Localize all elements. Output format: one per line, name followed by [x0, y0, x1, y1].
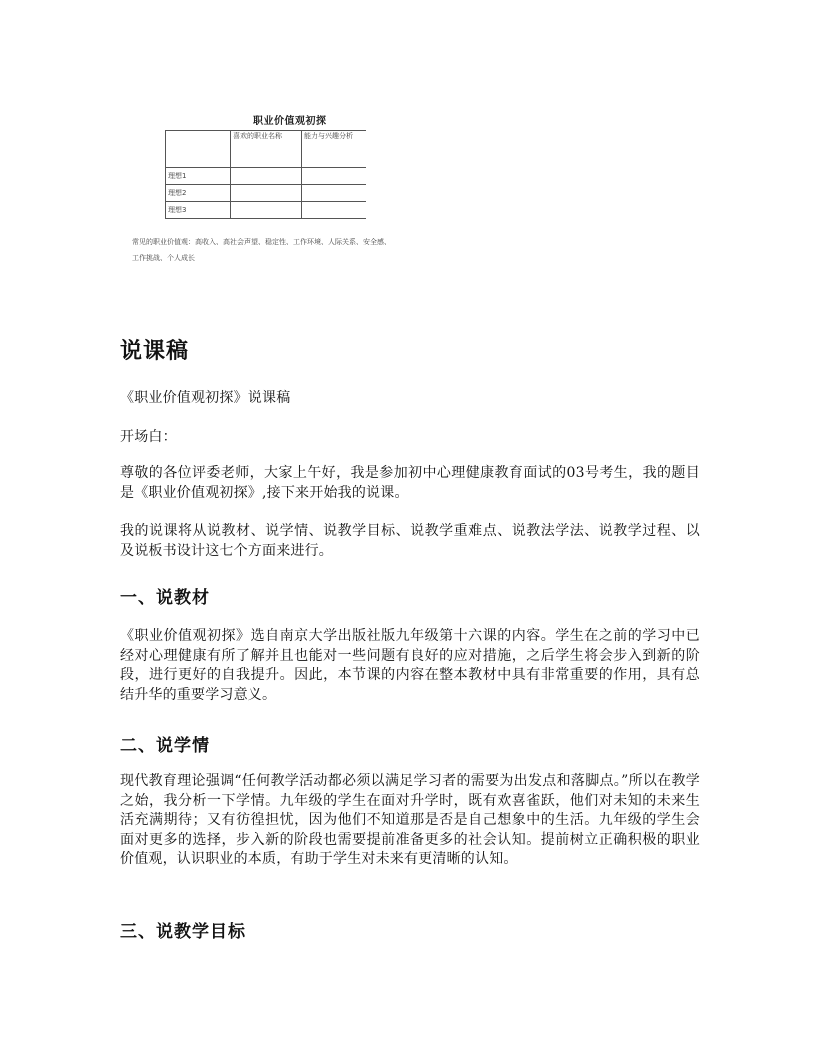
opening-label: 开场白：: [120, 429, 177, 445]
table-cell: 理想2: [166, 185, 231, 202]
table-header-cell: [166, 131, 231, 168]
table-cell: [302, 168, 367, 185]
table-cell: 理想1: [166, 168, 231, 185]
table-row: [166, 202, 367, 219]
table-cell: 理想3: [166, 202, 231, 219]
table-header-cell: 喜欢的职业名称: [231, 131, 302, 168]
document-title: 说课稿: [120, 338, 190, 364]
figure-note-line: 工作挑战、个人成长: [132, 254, 195, 262]
figure-note-line: 常见的职业价值观：高收入、高社会声望、稳定性、工作环境、人际关系、安全感、: [132, 238, 391, 246]
document-subtitle: 《职业价值观初探》说课稿: [120, 390, 291, 406]
section-body: 《职业价值观初探》选自南京大学出版社版九年级第十六课的内容。学生在之前的学习中已经对心理健康有所了解并且也能对一些问题有良好的应对措施，之后学生将会步入到新的阶段，进行更好的自我提升。因此，本节课的内容在整本教材中具有非常重要的作用，具有总结升华的重要学习意义。: [120, 628, 700, 703]
table-cell: [231, 185, 302, 202]
table-cell: [302, 202, 367, 219]
outline-paragraph: 我的说课将从说教材、说学情、说教学目标、说教学重难点、说教法学法、说教学过程、以及说板书设计这七个方面来进行。: [120, 523, 700, 559]
section-heading: 三、说教学目标: [120, 922, 246, 942]
table-cell: [302, 185, 367, 202]
table-cell: [231, 202, 302, 219]
table-row: [166, 185, 367, 202]
table-header-cell: 能力与兴趣分析: [302, 131, 367, 168]
figure-title: 职业价值观初探: [253, 116, 327, 127]
table-row: [166, 168, 367, 185]
section-heading: 二、说学情: [120, 736, 210, 756]
table-cell: [231, 168, 302, 185]
figure-note: [132, 234, 472, 266]
section-heading: 一、说教材: [120, 588, 210, 608]
career-values-table: [165, 130, 366, 219]
section-body: 现代教育理论强调“任何教学活动都必须以满足学习者的需要为出发点和落脚点。”所以在教学之始，我分析一下学情。九年级的学生在面对升学时，既有欢喜雀跃，他们对未知的未来生活充满期待；又有彷徨担忧，因为他们不知道那是否是自己想象中的生活。九年级的学生会面对更多的选择，步入新的阶段也需要提前准备更多的社会认知。提前树立正确积极的职业价值观，认识职业的本质，有助于学生对未来有更清晰的认知。: [120, 773, 700, 867]
opening-paragraph: 尊敬的各位评委老师，大家上午好，我是参加初中心理健康教育面试的03号考生，我的题目是《职业价值观初探》,接下来开始我的说课。: [120, 465, 700, 501]
table-header-row: [166, 131, 367, 168]
